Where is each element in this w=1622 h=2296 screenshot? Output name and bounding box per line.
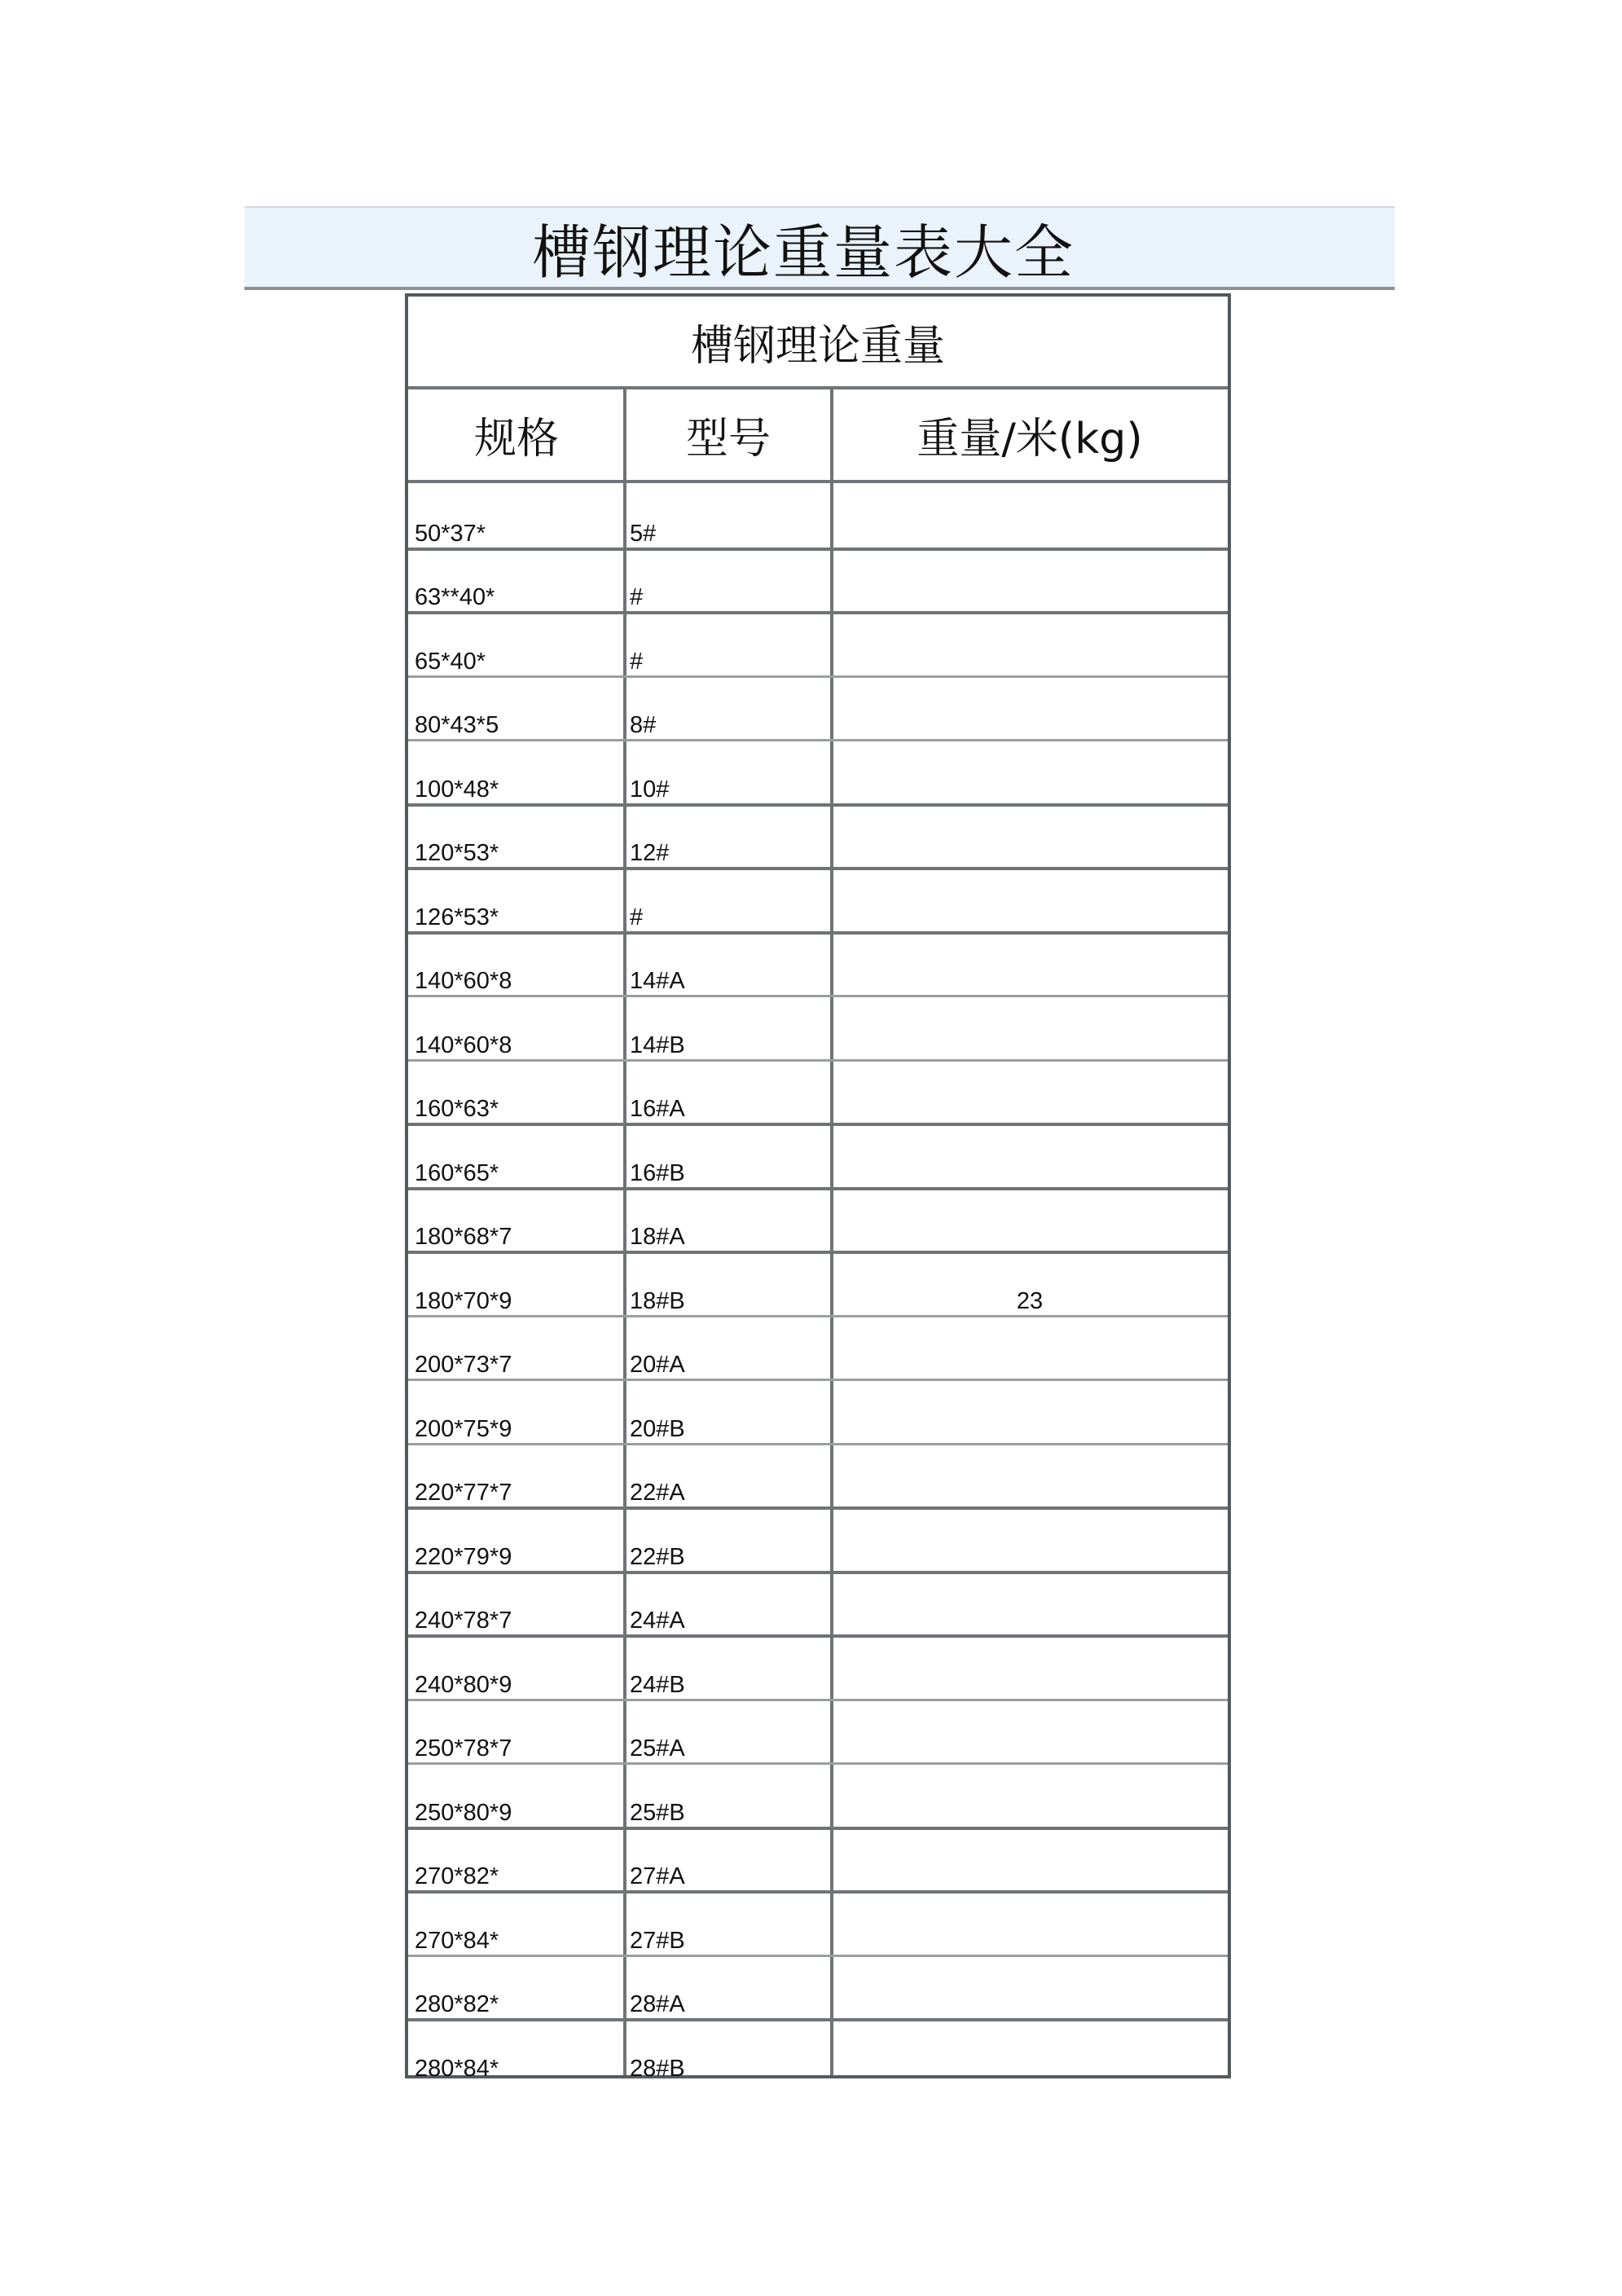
table-row [408, 1955, 1228, 2019]
spec-cell: 240*80*9 [415, 1671, 512, 1698]
table-row [408, 1506, 1228, 1571]
spec-cell: 200*73*7 [415, 1352, 512, 1378]
table-row [408, 803, 1228, 868]
spec-cell: 280*84* [415, 2055, 499, 2082]
title-banner [244, 206, 1395, 290]
model-cell: 20#A [630, 1352, 685, 1378]
spec-cell: 80*43*5 [415, 712, 499, 738]
spec-cell: 280*82* [415, 1991, 499, 2017]
model-cell: 22#A [630, 1480, 685, 1506]
model-cell: 14#B [630, 1031, 685, 1058]
table-row [408, 2018, 1228, 2083]
spec-cell: 63**40* [415, 584, 495, 610]
table-row [408, 483, 1228, 548]
spec-cell: 180*68*7 [415, 1224, 512, 1250]
spec-cell: 120*53* [415, 840, 499, 866]
table-row [408, 1890, 1228, 1955]
spec-cell: 270*82* [415, 1863, 499, 1889]
table-row [408, 548, 1228, 612]
model-cell: # [630, 904, 644, 930]
spec-cell: 250*78*7 [415, 1735, 512, 1762]
table-row [408, 995, 1228, 1059]
model-cell: 22#B [630, 1543, 685, 1570]
model-cell: 12# [630, 840, 670, 866]
table-row [408, 739, 1228, 803]
table-body [408, 483, 1228, 2083]
spec-cell: 50*37* [415, 520, 486, 547]
spec-cell: 65*40* [415, 648, 486, 675]
model-cell: 16#A [630, 1096, 685, 1122]
spec-cell: 100*48* [415, 776, 499, 803]
model-cell: 8# [630, 712, 657, 738]
model-cell: 24#A [630, 1608, 685, 1634]
column-header-model: 型号 [625, 389, 832, 483]
spec-cell: 140*60*8 [415, 1031, 512, 1058]
model-cell: 18#B [630, 1287, 685, 1314]
table-row [408, 1187, 1228, 1251]
spec-cell: 200*75*9 [415, 1415, 512, 1442]
model-cell: # [630, 648, 644, 675]
spec-cell: 126*53* [415, 904, 499, 930]
model-cell: 27#A [630, 1863, 685, 1889]
model-cell: # [630, 584, 644, 610]
spec-cell: 160*65* [415, 1159, 499, 1186]
weight-table [405, 293, 1231, 2082]
model-cell: 25#B [630, 1799, 685, 1826]
table-row [408, 1827, 1228, 1891]
model-cell: 27#B [630, 1927, 685, 1954]
spec-cell: 140*60*8 [415, 968, 512, 994]
table-row [408, 1699, 1228, 1763]
table-row [408, 1443, 1228, 1507]
model-cell: 24#B [630, 1671, 685, 1698]
model-cell: 5# [630, 520, 657, 547]
spec-cell: 160*63* [415, 1096, 499, 1122]
table-row [408, 1123, 1228, 1187]
model-cell: 16#B [630, 1159, 685, 1186]
table-row [408, 1634, 1228, 1699]
table-caption: 槽钢理论重量 [408, 297, 1228, 389]
spec-cell: 180*70*9 [415, 1287, 512, 1314]
table-row [408, 1379, 1228, 1443]
spec-cell: 220*79*9 [415, 1543, 512, 1570]
spec-cell: 240*78*7 [415, 1608, 512, 1634]
model-cell: 18#A [630, 1224, 685, 1250]
page-title: 槽钢理论重量表大全 [531, 218, 1075, 287]
column-header-spec: 规格 [408, 389, 625, 483]
table-row [408, 931, 1228, 996]
model-cell: 14#A [630, 968, 685, 994]
weight-cell: 23 [1016, 1287, 1044, 1314]
model-cell: 28#A [630, 1991, 685, 2017]
model-cell: 28#B [630, 2055, 685, 2082]
table-row [408, 1059, 1228, 1124]
table-row [408, 1571, 1228, 1635]
table-row [408, 1762, 1228, 1827]
spec-cell: 220*77*7 [415, 1480, 512, 1506]
table-row [408, 675, 1228, 740]
model-cell: 25#A [630, 1735, 685, 1762]
table-row [408, 611, 1228, 675]
model-cell: 20#B [630, 1415, 685, 1442]
column-header-weight: 重量/米(kg) [832, 389, 1228, 483]
table-row [408, 867, 1228, 931]
model-cell: 10# [630, 776, 670, 803]
table-row [408, 1251, 1228, 1315]
spec-cell: 270*84* [415, 1927, 499, 1954]
spec-cell: 250*80*9 [415, 1799, 512, 1826]
table-row [408, 1315, 1228, 1379]
